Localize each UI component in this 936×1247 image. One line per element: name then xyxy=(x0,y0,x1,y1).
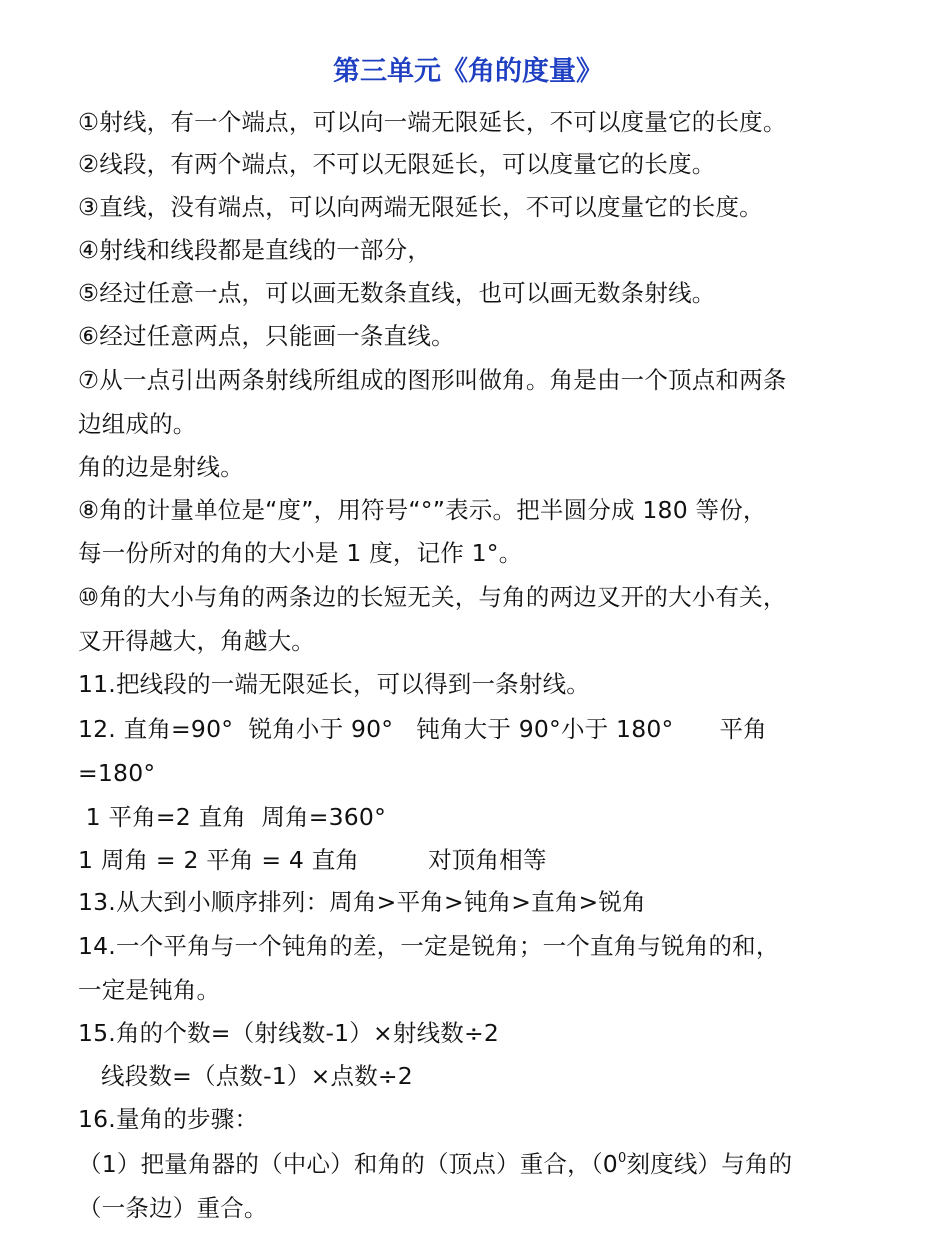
text-line: 15.角的个数=（射线数-1）×射线数÷2 xyxy=(78,1019,500,1047)
text-line: （一条边）重合。 xyxy=(78,1194,268,1222)
text-line: 边组成的。 xyxy=(78,410,197,438)
text-line: 13.从大到小顺序排列：周角>平角>钝角>直角>锐角 xyxy=(78,888,646,916)
text-line-with-superscript xyxy=(78,1146,792,1187)
text-line: ③直线，没有端点，可以向两端无限延长，不可以度量它的长度。 xyxy=(78,193,763,221)
text-line: 叉开得越大，角越大。 xyxy=(78,627,315,655)
text-line: 线段数=（点数-1）×点数÷2 xyxy=(78,1062,413,1090)
page-title: 第三单元《角的度量》 xyxy=(333,56,603,87)
text-line: 每一份所对的角的大小是 1 度，记作 1°。 xyxy=(78,539,523,567)
text-line: 14.一个平角与一个钝角的差，一定是锐角；一个直角与锐角的和， xyxy=(78,932,780,960)
text-line: 1 平角=2 直角 周角=360° xyxy=(78,803,387,831)
text-line: =180° xyxy=(78,759,156,787)
text-line: ④射线和线段都是直线的一部分， xyxy=(78,236,432,264)
text-line: 11.把线段的一端无限延长，可以得到一条射线。 xyxy=(78,670,590,698)
text-line: ①射线，有一个端点，可以向一端无限延长，不可以度量它的长度。 xyxy=(78,108,787,136)
text-segment: （1）把量角器的（中心）和角的（顶点）重合，（0 xyxy=(78,1150,618,1178)
superscript-zero: 0 xyxy=(617,1151,627,1166)
text-line: 12. 直角=90° 锐角小于 90° 钝角大于 90°小于 180° 平角 xyxy=(78,715,767,743)
text-segment: 刻度线）与角的 xyxy=(626,1150,793,1178)
text-line: ⑥经过任意两点，只能画一条直线。 xyxy=(78,322,455,350)
text-line: ⑩角的大小与角的两条边的长短无关，与角的两边叉开的大小有关， xyxy=(78,583,787,611)
text-line: ⑦从一点引出两条射线所组成的图形叫做角。角是由一个顶点和两条 xyxy=(78,366,787,394)
text-line: 角的边是射线。 xyxy=(78,453,244,481)
text-line: 16.量角的步骤： xyxy=(78,1105,259,1133)
text-line: 一定是钝角。 xyxy=(78,976,221,1004)
text-line: ⑤经过任意一点，可以画无数条直线，也可以画无数条射线。 xyxy=(78,279,716,307)
text-line: ②线段，有两个端点，不可以无限延长，可以度量它的长度。 xyxy=(78,150,716,178)
text-line: 1 周角 = 2 平角 = 4 直角 对顶角相等 xyxy=(78,846,547,874)
text-line: ⑧角的计量单位是“度”，用符号“°”表示。把半圆分成 180 等份， xyxy=(78,496,767,524)
